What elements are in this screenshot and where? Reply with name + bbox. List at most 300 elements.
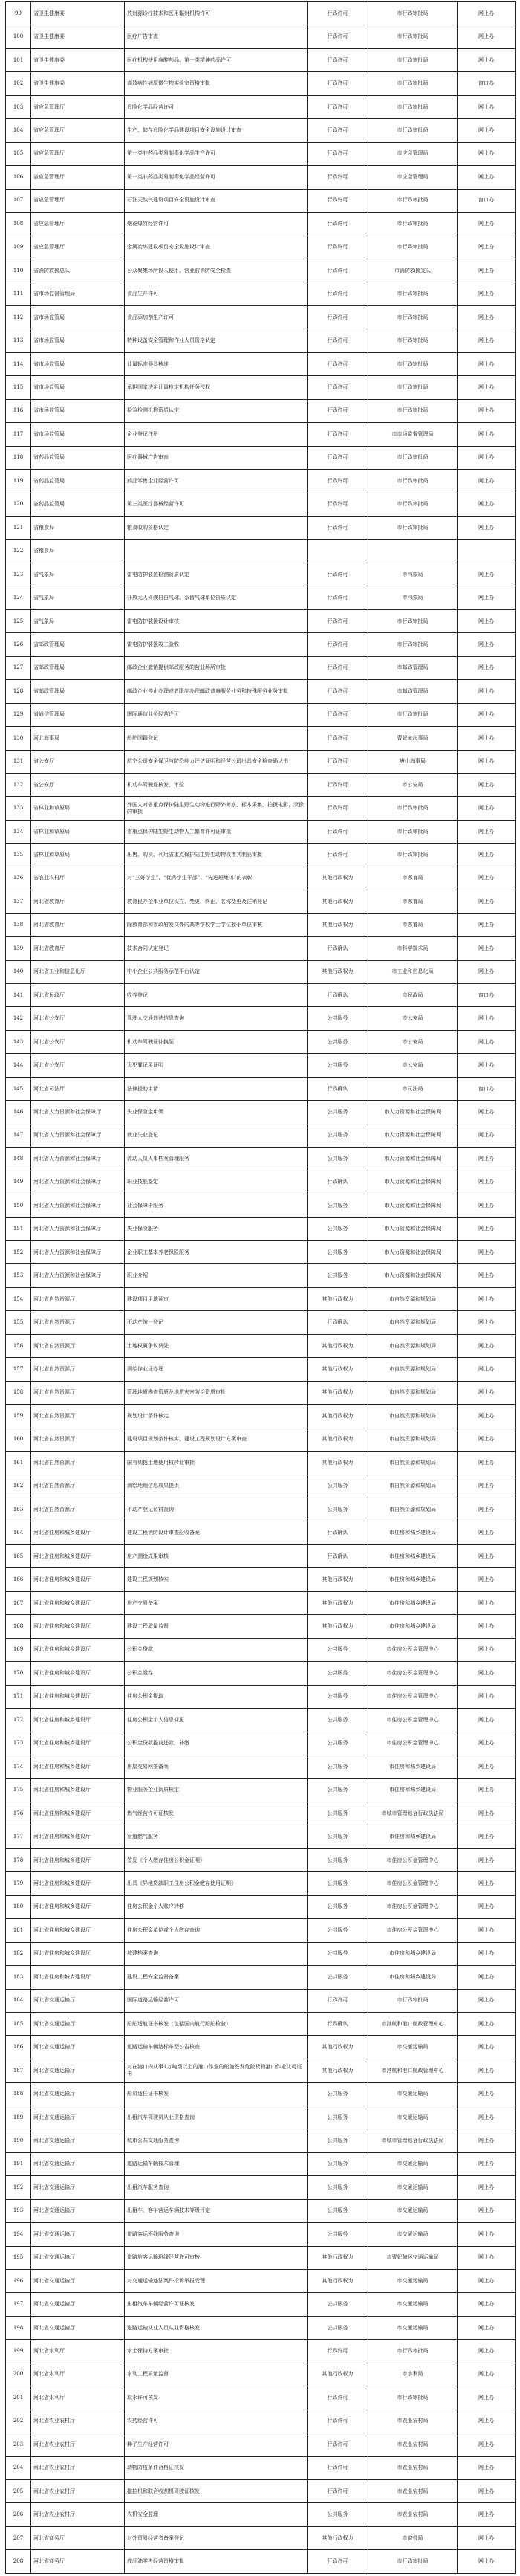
cell-name: 测绘地理信息成果提供 <box>125 1475 308 1498</box>
cell-name: 水土保持方案审批 <box>125 2340 308 2363</box>
cell-dept: 市住房和城乡建设局 <box>368 1544 458 1567</box>
table-row <box>6 282 516 305</box>
cell-cat: 行政许可 <box>308 2480 368 2503</box>
cell-name: 升放无人驾驶自由气球、系留气球单位资质认定 <box>125 586 308 609</box>
cell-how: 网上办 <box>458 1521 516 1544</box>
table-row <box>6 376 516 399</box>
cell-how: 网上办 <box>458 2176 516 2199</box>
table-row <box>6 2083 516 2106</box>
cell-dept: 市行政审批局 <box>368 446 458 469</box>
cell-num: 207 <box>6 2526 31 2549</box>
table-row <box>6 1989 516 2012</box>
table-row <box>6 633 516 656</box>
cell-unit: 河北省住房和城乡建设厅 <box>31 1942 125 1965</box>
cell-num: 203 <box>6 2433 31 2456</box>
cell-dept: 市邮政管理局 <box>368 680 458 703</box>
table-row <box>6 1358 516 1381</box>
cell-cat: 公共服务 <box>308 1498 368 1521</box>
cell-num: 145 <box>6 1077 31 1100</box>
cell-num: 175 <box>6 1779 31 1802</box>
cell-name: 船员适任证书核发 <box>125 2083 308 2106</box>
cell-unit: 河北省住房和城乡建设厅 <box>31 1544 125 1567</box>
cell-how: 网上办 <box>458 282 516 305</box>
cell-dept: 市住房公积金管理中心 <box>368 1872 458 1895</box>
cell-how: 网上办 <box>458 1101 516 1124</box>
cell-dept: 市行政审批局 <box>368 516 458 539</box>
cell-name: 企业职工基本养老保险服务 <box>125 1241 308 1264</box>
cell-unit: 河北省司法厅 <box>31 1077 125 1100</box>
cell-unit: 河北省交通运输厅 <box>31 2199 125 2222</box>
cell-name: 住房公积金提取 <box>125 1685 308 1708</box>
cell-name: 测绘作业证办理 <box>125 1358 308 1381</box>
table-row <box>6 2503 516 2526</box>
cell-how: 网上办 <box>458 820 516 843</box>
cell-name: 计量标准器具核准 <box>125 352 308 375</box>
table-row <box>6 563 516 586</box>
cell-dept: 市行政审批局 <box>368 633 458 656</box>
table-row <box>6 1241 516 1264</box>
cell-cat: 公共服务 <box>308 2223 368 2246</box>
cell-num: 201 <box>6 2386 31 2410</box>
cell-cat: 行政许可 <box>308 95 368 118</box>
cell-num: 153 <box>6 1264 31 1287</box>
cell-cat: 其他行政权力 <box>308 960 368 983</box>
cell-unit: 省公安厅 <box>31 750 125 773</box>
cell-name: 第三类医疗器械经营许可 <box>125 493 308 516</box>
table-row <box>6 1311 516 1334</box>
cell-how: 网上办 <box>458 2293 516 2316</box>
cell-num: 136 <box>6 867 31 890</box>
cell-unit: 河北省自然资源厅 <box>31 1381 125 1404</box>
cell-dept: 市科学技术局 <box>368 937 458 960</box>
cell-dept: 市住房和城乡建设局 <box>368 1942 458 1965</box>
cell-name: 公积金缴存 <box>125 1662 308 1685</box>
cell-name: 国际通信业务经营许可 <box>125 703 308 726</box>
cell-cat: 公共服务 <box>308 2316 368 2339</box>
cell-num: 102 <box>6 72 31 95</box>
cell-name: 动物防疫条件合格证核发 <box>125 2456 308 2479</box>
cell-num: 132 <box>6 773 31 796</box>
cell-unit: 省公安厅 <box>31 773 125 796</box>
cell-dept: 市行政审批局 <box>368 399 458 422</box>
cell-dept: 市人力资源和社会保障局 <box>368 1264 458 1287</box>
cell-name: 烟花爆竹经营许可 <box>125 213 308 236</box>
cell-cat: 其他行政权力 <box>308 1615 368 1638</box>
cell-name: 对外贸易经营者备案登记 <box>125 2526 308 2549</box>
table-row <box>6 1405 516 1428</box>
cell-how: 网上办 <box>458 2106 516 2129</box>
cell-cat: 公共服务 <box>308 1825 368 1848</box>
cell-dept: 市行政审批局 <box>368 95 458 118</box>
cell-num: 142 <box>6 1007 31 1030</box>
cell-name: 粮食收购资格认定 <box>125 516 308 539</box>
cell-num: 165 <box>6 1544 31 1567</box>
cell-num: 113 <box>6 329 31 352</box>
table-row <box>6 305 516 329</box>
cell-cat: 行政许可 <box>308 2456 368 2479</box>
cell-num: 124 <box>6 586 31 609</box>
cell-name: 医疗机构使用麻醉药品、第一类精神药品许可 <box>125 48 308 71</box>
cell-name: 农机安全监理 <box>125 2503 308 2526</box>
table-row <box>6 2012 516 2035</box>
cell-dept: 市应急管理局 <box>368 142 458 165</box>
cell-num: 193 <box>6 2199 31 2222</box>
table-row <box>6 680 516 703</box>
cell-how: 网上办 <box>458 1662 516 1685</box>
cell-num: 120 <box>6 493 31 516</box>
cell-cat: 行政许可 <box>308 446 368 469</box>
cell-num: 108 <box>6 213 31 236</box>
cell-name: 对交通运输违法案件投诉举报受理 <box>125 2269 308 2292</box>
cell-num: 191 <box>6 2152 31 2175</box>
cell-dept: 市交通运输局 <box>368 2293 458 2316</box>
table-row <box>6 166 516 189</box>
cell-how: 网上办 <box>458 1217 516 1240</box>
cell-how: 网上办 <box>458 119 516 142</box>
cell-cat: 行政确认 <box>308 2012 368 2035</box>
cell-unit: 河北省自然资源厅 <box>31 1475 125 1498</box>
cell-cat: 公共服务 <box>308 2152 368 2175</box>
table-row <box>6 119 516 142</box>
cell-cat: 公共服务 <box>308 2129 368 2152</box>
cell-name: 种子生产经营许可 <box>125 2433 308 2456</box>
cell-unit: 省卫生健康委 <box>31 72 125 95</box>
cell-how: 网上办 <box>458 1287 516 1310</box>
cell-how: 网上办 <box>458 1544 516 1567</box>
cell-unit: 河北省人力资源和社会保障厅 <box>31 1217 125 1240</box>
table-row <box>6 1895 516 1918</box>
cell-how: 网上办 <box>458 25 516 48</box>
cell-unit: 河北省自然资源厅 <box>31 1334 125 1357</box>
cell-how: 网上办 <box>458 1802 516 1825</box>
cell-how: 网上办 <box>458 259 516 282</box>
cell-cat: 其他行政权力 <box>308 1452 368 1475</box>
cell-unit: 河北省民政厅 <box>31 984 125 1007</box>
cell-unit: 河北省人力资源和社会保障厅 <box>31 1264 125 1287</box>
cell-cat: 公共服务 <box>308 2293 368 2316</box>
cell-num: 197 <box>6 2293 31 2316</box>
cell-dept: 市教育局 <box>368 913 458 936</box>
cell-name: 对“三好学生”、“优秀学生干部”、“先进班集体”的表彰 <box>125 867 308 890</box>
cell-unit: 省粮食局 <box>31 516 125 539</box>
cell-unit: 省通信管理局 <box>31 703 125 726</box>
cell-cat: 其他行政权力 <box>308 1568 368 1591</box>
table-row <box>6 446 516 469</box>
cell-how: 网上办 <box>458 1475 516 1498</box>
table-row <box>6 2293 516 2316</box>
cell-cat: 公共服务 <box>308 1848 368 1871</box>
cell-how: 网上办 <box>458 844 516 867</box>
cell-dept: 市自然资源和规划局 <box>368 1358 458 1381</box>
cell-dept: 市消防救援支队 <box>368 259 458 282</box>
cell-cat: 行政许可 <box>308 2550 368 2573</box>
cell-dept: 市住房和城乡建设局 <box>368 1615 458 1638</box>
cell-how: 网上办 <box>458 2363 516 2386</box>
cell-name: 高致病性病原微生物实验室资格审批 <box>125 72 308 95</box>
cell-num: 171 <box>6 1685 31 1708</box>
cell-num: 169 <box>6 1638 31 1661</box>
cell-name: 城市公共交通服务查询 <box>125 2129 308 2152</box>
table-row <box>6 773 516 796</box>
cell-cat: 行政许可 <box>308 2386 368 2410</box>
cell-dept: 市行政审批局 <box>368 820 458 843</box>
table-row <box>6 2129 516 2152</box>
cell-dept: 市交通运输局 <box>368 2176 458 2199</box>
cell-how: 网上办 <box>458 352 516 375</box>
cell-num: 152 <box>6 1241 31 1264</box>
cell-name: 食品添加剂生产许可 <box>125 305 308 329</box>
cell-how: 网上办 <box>458 2129 516 2152</box>
cell-name: 农药经营许可 <box>125 2410 308 2433</box>
cell-cat: 行政许可 <box>308 680 368 703</box>
cell-dept: 市交通运输局 <box>368 2316 458 2339</box>
cell-num: 140 <box>6 960 31 983</box>
cell-unit: 河北省交通运输厅 <box>31 2293 125 2316</box>
cell-unit: 河北省住房和城乡建设厅 <box>31 1732 125 1755</box>
table-row <box>6 1872 516 1895</box>
cell-num: 183 <box>6 1966 31 1989</box>
table-row <box>6 2410 516 2433</box>
cell-cat: 公共服务 <box>308 1779 368 1802</box>
table-row <box>6 95 516 118</box>
cell-dept: 市行政审批局 <box>368 2386 458 2410</box>
cell-name: 第一类非药品类易制毒化学品生产许可 <box>125 142 308 165</box>
cell-num: 133 <box>6 797 31 820</box>
cell-cat: 其他行政权力 <box>308 1381 368 1404</box>
cell-dept: 市人力资源和社会保障局 <box>368 1148 458 1171</box>
cell-dept: 市住房和城乡建设局 <box>368 1521 458 1544</box>
cell-how: 窗口办 <box>458 189 516 212</box>
cell-num: 190 <box>6 2129 31 2152</box>
cell-cat: 公共服务 <box>308 1638 368 1661</box>
cell-dept: 市农业农村局 <box>368 2503 458 2526</box>
cell-how: 网上办 <box>458 633 516 656</box>
cell-unit: 河北省交通运输厅 <box>31 1989 125 2012</box>
cell-name: 机动车驾驶证核发、审验 <box>125 773 308 796</box>
cell-unit: 河北省公安厅 <box>31 1054 125 1077</box>
cell-unit: 河北省住房和城乡建设厅 <box>31 1779 125 1802</box>
table-row <box>6 820 516 843</box>
cell-how: 网上办 <box>458 2246 516 2269</box>
cell-cat: 公共服务 <box>308 1919 368 1942</box>
service-list-table <box>5 1 516 2574</box>
cell-cat: 其他行政权力 <box>308 1287 368 1310</box>
cell-dept: 曹妃甸海事局 <box>368 727 458 750</box>
cell-dept: 市住房和城乡建设局 <box>368 1568 458 1591</box>
cell-how: 网上办 <box>458 329 516 352</box>
cell-num: 155 <box>6 1311 31 1334</box>
cell-name: 职业技能鉴定 <box>125 1171 308 1194</box>
cell-cat: 公共服务 <box>308 1895 368 1918</box>
table-row <box>6 1054 516 1077</box>
table-row <box>6 48 516 71</box>
cell-name: 雷电防护装置设计审核 <box>125 609 308 632</box>
cell-how: 网上办 <box>458 1007 516 1030</box>
cell-name: 技术合同认定登记 <box>125 937 308 960</box>
cell-num: 144 <box>6 1054 31 1077</box>
cell-unit: 省应急管理厅 <box>31 166 125 189</box>
cell-unit: 河北省住房和城乡建设厅 <box>31 1919 125 1942</box>
cell-name: 省重点保护陆生野生动物人工繁育许可证审批 <box>125 820 308 843</box>
cell-cat: 公共服务 <box>308 1872 368 1895</box>
table-row <box>6 329 516 352</box>
cell-unit: 河北省教育厅 <box>31 937 125 960</box>
table-row <box>6 913 516 936</box>
cell-unit: 河北省农业农村厅 <box>31 2410 125 2433</box>
cell-cat: 其他行政权力 <box>308 2059 368 2082</box>
cell-name: 拖拉机和联合收割机驾驶证核发 <box>125 2480 308 2503</box>
cell-name: 出租汽车车辆经营许可证核发 <box>125 2293 308 2316</box>
cell-unit: 河北省住房和城乡建设厅 <box>31 1662 125 1685</box>
cell-how: 网上办 <box>458 213 516 236</box>
cell-unit: 省气象局 <box>31 609 125 632</box>
cell-cat: 公共服务 <box>308 1732 368 1755</box>
cell-dept: 市工业和信息化局 <box>368 960 458 983</box>
cell-unit: 省市场监管局 <box>31 329 125 352</box>
table-row <box>6 1638 516 1661</box>
cell-name: 航空公司安全保卫与防恐能力评估证明和经营公司出具安全检查确认书 <box>125 750 308 773</box>
table-row <box>6 72 516 95</box>
cell-unit: 河北省教育厅 <box>31 913 125 936</box>
cell-cat: 行政许可 <box>308 586 368 609</box>
cell-how: 网上办 <box>458 423 516 446</box>
cell-unit: 河北省人力资源和社会保障厅 <box>31 1241 125 1264</box>
cell-dept: 市自然资源和规划局 <box>368 1405 458 1428</box>
table-row <box>6 1779 516 1802</box>
cell-how: 网上办 <box>458 2456 516 2479</box>
cell-name: 无犯罪记录证明 <box>125 1054 308 1077</box>
cell-num: 150 <box>6 1194 31 1217</box>
cell-name: 房产交易备案 <box>125 1591 308 1614</box>
cell-name: 道路运输车辆技术管理 <box>125 2152 308 2175</box>
table-row <box>6 1007 516 1030</box>
cell-dept: 市市场监督管理局 <box>368 423 458 446</box>
cell-how: 网上办 <box>458 656 516 679</box>
cell-dept: 市行政审批局 <box>368 48 458 71</box>
table-row <box>6 1287 516 1310</box>
table-row <box>6 1825 516 1848</box>
cell-unit: 省应急管理厅 <box>31 119 125 142</box>
table-row <box>6 797 516 820</box>
cell-cat: 行政许可 <box>308 609 368 632</box>
cell-dept: 市港航和港口航政管理中心 <box>368 2059 458 2082</box>
cell-name: 城建档案查询 <box>125 1942 308 1965</box>
table-row <box>6 2269 516 2292</box>
table-row <box>6 2176 516 2199</box>
cell-name: 对在港口内从事1万吨级以上的港口作业的船舶签发危险货物港口作业认可证书 <box>125 2059 308 2082</box>
cell-num: 130 <box>6 727 31 750</box>
cell-name: 国际道路运输经营许可 <box>125 1989 308 2012</box>
table-row <box>6 352 516 375</box>
cell-dept: 市自然资源和规划局 <box>368 1498 458 1521</box>
cell-unit: 省药品监管局 <box>31 446 125 469</box>
cell-num: 137 <box>6 890 31 913</box>
cell-name: 取水许可核发 <box>125 2386 308 2410</box>
table-row <box>6 1709 516 1732</box>
cell-num: 154 <box>6 1287 31 1310</box>
cell-name: 管理地质勘查资质及地质灾害防治资质审批 <box>125 1381 308 1404</box>
cell-how: 网上办 <box>458 2340 516 2363</box>
table-row <box>6 1124 516 1147</box>
cell-unit: 省市场监管局 <box>31 352 125 375</box>
cell-cat: 行政许可 <box>308 493 368 516</box>
cell-name: 承担国家法定计量检定机构任务授权 <box>125 376 308 399</box>
table-row <box>6 1334 516 1357</box>
cell-cat: 行政许可 <box>308 259 368 282</box>
table-row <box>6 1171 516 1194</box>
cell-unit: 省应急管理厅 <box>31 95 125 118</box>
cell-num: 159 <box>6 1405 31 1428</box>
cell-how: 网上办 <box>458 1942 516 1965</box>
cell-num: 173 <box>6 1732 31 1755</box>
cell-how: 网上办 <box>458 1591 516 1614</box>
cell-num: 156 <box>6 1334 31 1357</box>
cell-cat: 其他行政权力 <box>308 890 368 913</box>
cell-num: 141 <box>6 984 31 1007</box>
cell-cat: 公共服务 <box>308 1475 368 1498</box>
cell-cat: 行政许可 <box>308 329 368 352</box>
cell-unit: 河北省交通运输厅 <box>31 2269 125 2292</box>
cell-unit: 省气象局 <box>31 586 125 609</box>
cell-num: 199 <box>6 2340 31 2363</box>
cell-how: 网上办 <box>458 376 516 399</box>
cell-how: 网上办 <box>458 2386 516 2410</box>
cell-unit: 河北省自然资源厅 <box>31 1287 125 1310</box>
cell-how: 网上办 <box>458 867 516 890</box>
cell-cat: 行政许可 <box>308 423 368 446</box>
cell-name <box>125 540 308 563</box>
cell-num: 189 <box>6 2106 31 2129</box>
table-row <box>6 1615 516 1638</box>
cell-how: 网上办 <box>458 1405 516 1428</box>
cell-name: 危险化学品经营许可 <box>125 95 308 118</box>
cell-cat: 其他行政权力 <box>308 2246 368 2269</box>
cell-dept: 市城市管理综合行政执法局 <box>368 2129 458 2152</box>
cell-dept: 市行政审批局 <box>368 305 458 329</box>
cell-cat: 公共服务 <box>308 1030 368 1053</box>
cell-name: 公积金贷款 <box>125 1638 308 1661</box>
cell-unit: 河北省住房和城乡建设厅 <box>31 1568 125 1591</box>
cell-dept: 市交通运输局 <box>368 2152 458 2175</box>
table-row <box>6 609 516 632</box>
cell-unit: 河北省住房和城乡建设厅 <box>31 1685 125 1708</box>
cell-dept: 市农业农村局 <box>368 2480 458 2503</box>
cell-dept: 市人力资源和社会保障局 <box>368 1124 458 1147</box>
cell-how: 网上办 <box>458 586 516 609</box>
cell-dept: 市行政审批局 <box>368 352 458 375</box>
cell-dept: 市住房公积金管理中心 <box>368 1919 458 1942</box>
cell-num: 177 <box>6 1825 31 1848</box>
cell-num: 198 <box>6 2316 31 2339</box>
cell-name: 出租车、客车营运车辆技术等级评定 <box>125 2199 308 2222</box>
table-row <box>6 2246 516 2269</box>
cell-name: 食品生产许可 <box>125 282 308 305</box>
table-row <box>6 727 516 750</box>
table-row <box>6 1802 516 1825</box>
cell-how: 网上办 <box>458 563 516 586</box>
cell-cat: 行政许可 <box>308 142 368 165</box>
cell-cat: 公共服务 <box>308 1942 368 1965</box>
cell-dept: 市行政审批局 <box>368 2340 458 2363</box>
cell-name: 驾驶人交通违法信息查询 <box>125 1007 308 1030</box>
cell-how: 网上办 <box>458 2223 516 2246</box>
cell-num: 149 <box>6 1171 31 1194</box>
cell-dept: 市曹妃甸区交通运输局 <box>368 2246 458 2269</box>
table-row <box>6 2433 516 2456</box>
cell-num: 128 <box>6 680 31 703</box>
cell-cat: 行政许可 <box>308 399 368 422</box>
cell-name: 出租汽车服务查询 <box>125 2176 308 2199</box>
